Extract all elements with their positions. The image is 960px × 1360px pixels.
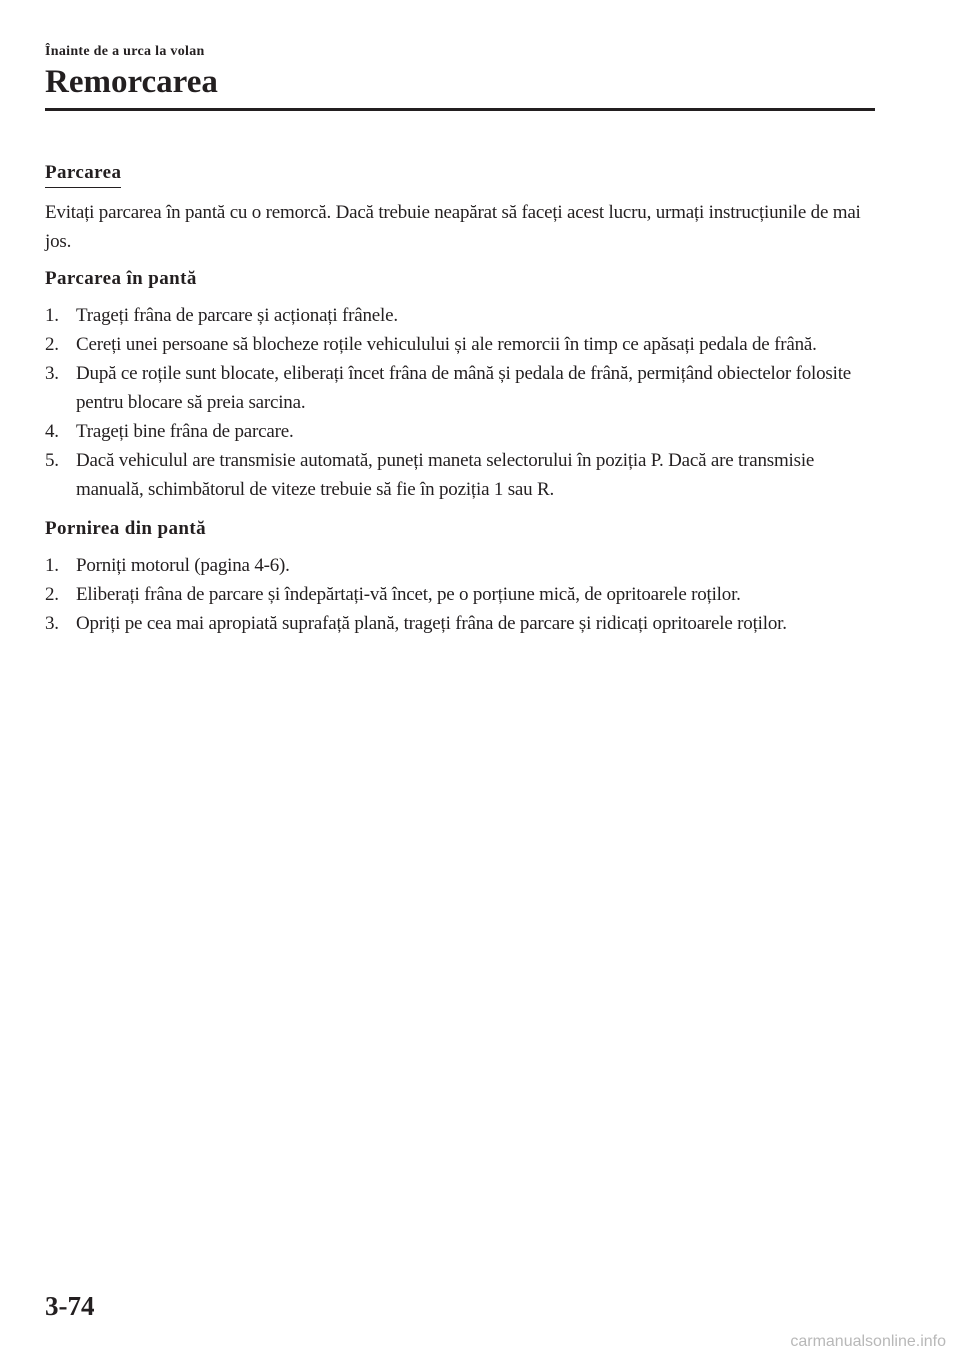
step-text: Cereți unei persoane să blocheze roțile vehiculului și ale remorcii în timp ce apăsați pedala de frână. xyxy=(76,334,817,355)
step-number: 2. xyxy=(45,584,59,605)
step-text: Porniți motorul (pagina 4-6). xyxy=(76,555,290,576)
step-number: 4. xyxy=(45,421,59,442)
list-item xyxy=(45,446,875,504)
step-number: 1. xyxy=(45,305,59,326)
list-item xyxy=(45,551,875,580)
list-item xyxy=(45,330,875,359)
step-text: Eliberați frâna de parcare și îndepărtați-vă încet, pe o porțiune mică, de opritoarele roților. xyxy=(76,584,741,605)
list-item xyxy=(45,359,875,417)
title-divider xyxy=(45,108,875,111)
step-number: 3. xyxy=(45,613,59,634)
parking-steps-list xyxy=(45,301,875,504)
list-item xyxy=(45,301,875,330)
step-number: 3. xyxy=(45,363,59,384)
step-number: 1. xyxy=(45,555,59,576)
step-text: Opriți pe cea mai apropiată suprafață plană, trageți frâna de parcare și ridicați opritoarele roților. xyxy=(76,613,787,634)
step-text: După ce roțile sunt blocate, eliberați încet frâna de mână și pedala de frână, permițând obiectelor folosite pentru blocare să preia sarcina. xyxy=(76,363,851,413)
page-title: Remorcarea xyxy=(45,64,218,100)
subheading-parking-slope: Parcarea în pantă xyxy=(45,268,197,289)
list-item xyxy=(45,580,875,609)
list-item xyxy=(45,609,875,638)
step-text: Dacă vehiculul are transmisie automată, puneți maneta selectorului în poziția P. Dacă are transmisie manuală, schimbătorul de viteze trebuie să fie în poziția 1 sau R. xyxy=(76,450,815,500)
step-text: Trageți frâna de parcare și acționați frânele. xyxy=(76,305,398,326)
step-number: 5. xyxy=(45,450,59,471)
page-number: 3-74 xyxy=(45,1291,95,1321)
step-text: Trageți bine frâna de parcare. xyxy=(76,421,294,442)
watermark: carmanualsonline.info xyxy=(790,1333,946,1350)
subheading-starting-slope: Pornirea din pantă xyxy=(45,518,206,539)
list-item xyxy=(45,417,875,446)
page-content xyxy=(45,158,875,648)
starting-steps-list xyxy=(45,551,875,638)
step-number: 2. xyxy=(45,334,59,355)
section-heading-parcarea: Parcarea xyxy=(45,160,121,188)
intro-paragraph: Evitați parcarea în pantă cu o remorcă. Dacă trebuie neapărat să faceți acest lucru, urmați instrucțiunile de mai jos. xyxy=(45,202,861,252)
chapter-label: Înainte de a urca la volan xyxy=(45,44,205,59)
